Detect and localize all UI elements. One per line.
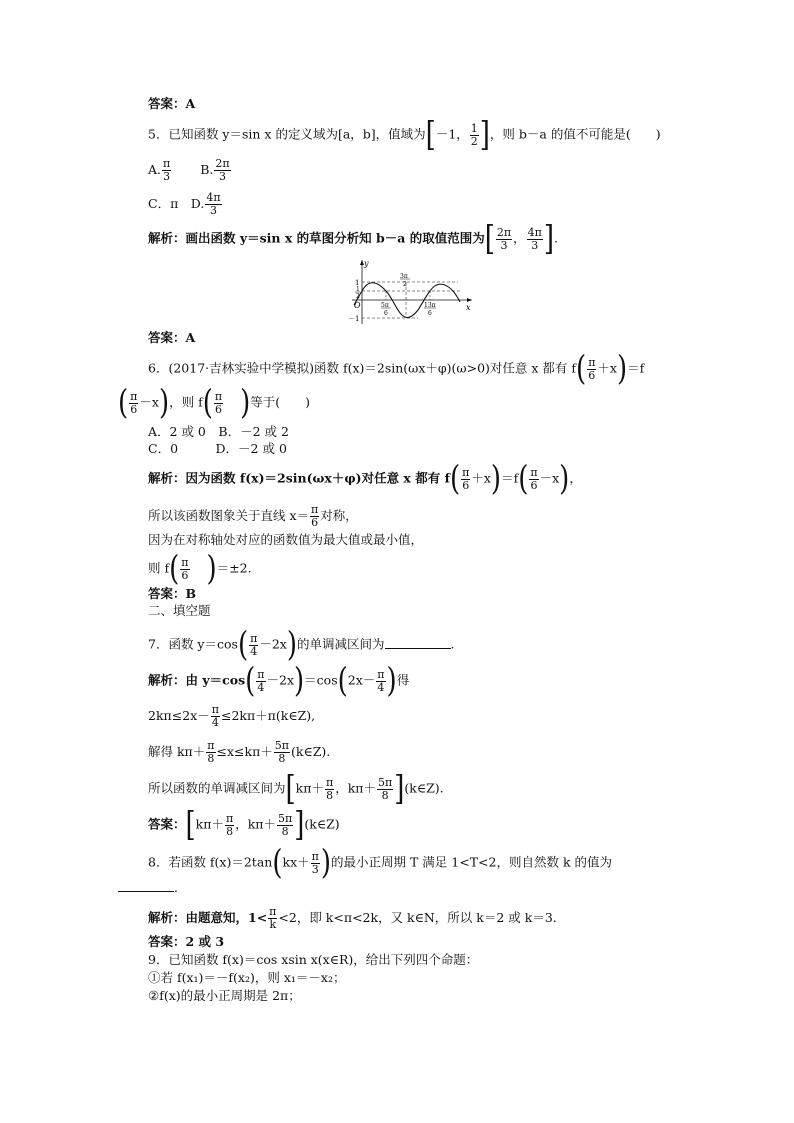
q6-solution-4: 则 f( $\frac{\pi}{6}$ )＝±2. [148, 549, 252, 589]
q6-solution-2: 所以该函数图象关于直线 x＝ $\frac{\pi}{6}$ 对称， [148, 503, 358, 529]
q5-answer: 答案：A [148, 330, 196, 345]
q9-prop-1: ①若 f(x₁)＝－f(x₂)，则 x₁＝－x₂； [148, 970, 346, 985]
q6-options-ab: A．2 或 0 B．－2 或 2 [148, 424, 289, 439]
section-title: 二、填空题 [148, 603, 211, 618]
right-label-num: 13π [424, 302, 436, 309]
left-label-den: 6 [384, 310, 388, 317]
q7-stem: 7．函数 y＝cos( $\frac{\pi}{4}$ －2x)的单调减区间为 . [148, 625, 455, 665]
q8-blank[interactable] [118, 891, 174, 892]
q6-options-cd: C．0 D．－2 或 0 [148, 441, 287, 456]
q4-answer: 答案：A [148, 96, 196, 111]
q6-stem-1: 6．(2017·吉林实验中学模拟)函数 f(x)＝2sin(ωx＋φ)(ω>0)对任意 x 都有 f( $\frac{\pi}{6}$ ＋x)＝f [148, 349, 645, 389]
q6-solution-3: 因为在对称轴处对应的函数值为最大值或最小值， [148, 532, 424, 547]
q7-solution-1: 解析：由 y＝cos( $\frac{\pi}{4}$ －2x)＝cos(2x－ $\frac{\pi}{4}$ )得 [148, 661, 410, 701]
y-half-num: 1 [356, 286, 360, 293]
q7-solution-2: 2kπ≤2x－ $\frac{\pi}{4}$ ≤2kπ＋π(k∈Z), [148, 703, 316, 729]
top-label-num: 3π [400, 273, 408, 280]
right-label-den: 6 [428, 310, 432, 317]
q7-blank[interactable] [385, 648, 451, 649]
q5-solution: 解析：画出函数 y＝sin x 的草图分析知 b－a 的取值范围为[ $\frac{2\pi}{3}$ ， $\frac{4\pi}{3}$ ]. [148, 219, 558, 259]
q6-stem-2: ( $\frac{\pi}{6}$ －x)，则 f( $\frac{\pi}{6}$ )等于( ) [118, 383, 311, 423]
q9-prop-2: ②f(x)的最小正周期是 2π； [148, 988, 301, 1003]
top-label-den: 2 [403, 281, 407, 288]
origin-label: O [354, 301, 361, 310]
q5-stem: 5．已知函数 y＝sin x 的定义域为[a，b]，值域为[－1， $\frac{1}{2}$ ]，则 b－a 的值不可能是( ) [148, 115, 661, 155]
q7-solution-4: 所以函数的单调减区间为[kπ＋ $\frac{\pi}{8}$ ，kπ＋ $\frac{5\pi}{8}$ ](k∈Z). [148, 769, 444, 809]
sine-graph [348, 258, 474, 326]
q9-stem: 9．已知函数 f(x)＝cos xsin x(x∈R)，给出下列四个命题： [148, 952, 479, 967]
q8-blank-line: . [118, 880, 178, 896]
y-bottom-label: －1 [348, 315, 360, 323]
q8-answer: 答案：2 或 3 [148, 934, 225, 949]
q5-options-cd: C．π D. $\frac{4\pi}{3}$ [148, 191, 221, 217]
q6-solution-1: 解析：因为函数 f(x)＝2sin(ωx＋φ)对任意 x 都有 f( $\frac{\pi}{6}$ ＋x)＝f( $\frac{\pi}{6}$ －x)， [148, 459, 582, 499]
q6-answer: 答案：B [148, 586, 197, 601]
y-top-label: 1 [355, 279, 360, 287]
left-label-num: 5π [381, 302, 389, 309]
q7-answer: 答案：[kπ＋ $\frac{\pi}{8}$ ，kπ＋ $\frac{5\pi}{8}$ ](k∈Z) [148, 805, 340, 845]
y-half-den: 2 [356, 293, 360, 300]
q8-solution: 解析：由题意知，1< $\frac{\pi}{k}$ <2，即 k<π<2k，又 k∈N，所以 k＝2 或 k＝3. [148, 905, 557, 931]
x-axis-label: x [466, 303, 471, 312]
q7-solution-3: 解得 kπ＋ $\frac{\pi}{8}$ ≤x≤kπ＋ $\frac{5\pi}{8}$ (k∈Z). [148, 739, 331, 765]
x-axis-arrow [467, 298, 472, 302]
q5-options-ab: A. $\frac{\pi}{3}$ B. $\frac{2\pi}{3}$ [148, 157, 230, 183]
y-axis-label: y [364, 259, 369, 268]
q8-stem: 8．若函数 f(x)＝2tan(kx＋ $\frac{\pi}{3}$ )的最小正周期 T 满足 1<T<2，则自然数 k 的值为 [148, 843, 612, 883]
